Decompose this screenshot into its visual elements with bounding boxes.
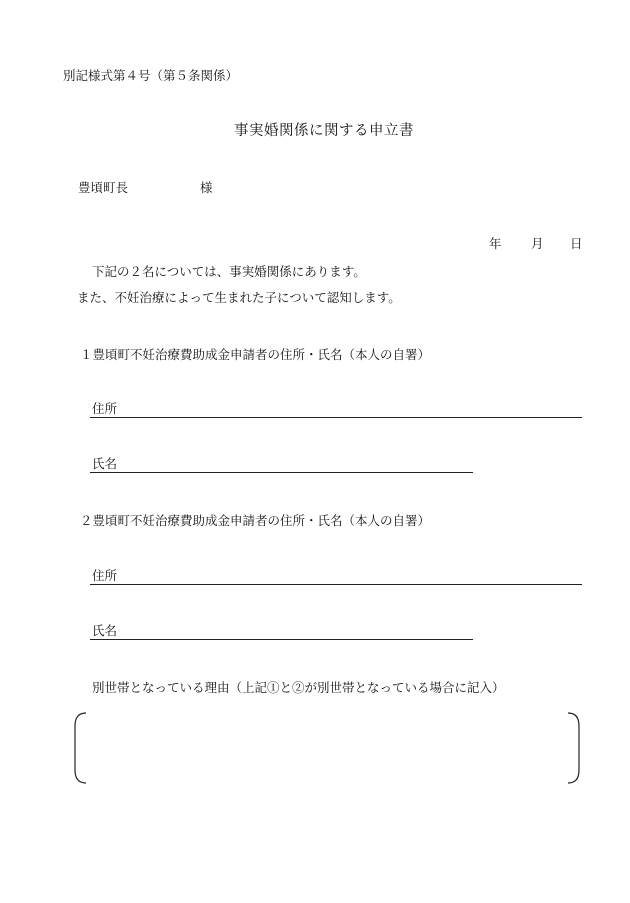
applicant2-address-label: 住所 — [92, 568, 118, 583]
recipient-name: 豊頃町長 — [78, 180, 129, 195]
reason-heading: 別世帯となっている理由（上記①と②が別世帯となっている場合に記入） — [92, 680, 505, 695]
right-bracket — [568, 713, 579, 783]
document-title: 事実婚関係に関する申立書 — [234, 123, 414, 139]
applicant2-name-field[interactable] — [90, 623, 473, 640]
applicant2-address-field[interactable] — [90, 568, 582, 585]
applicant1-name-field[interactable] — [90, 456, 473, 473]
applicant2-name-label: 氏名 — [92, 623, 118, 638]
applicant2-heading: ２豊頃町不妊治療費助成金申請者の住所・氏名（本人の自署） — [80, 513, 431, 528]
reason-brackets — [74, 712, 580, 784]
applicant1-address-label: 住所 — [92, 401, 118, 416]
date-year-label: 年 — [489, 236, 502, 251]
reason-entry-box[interactable] — [74, 712, 580, 784]
applicant1-heading: １豊頃町不妊治療費助成金申請者の住所・氏名（本人の自署） — [80, 347, 431, 362]
applicant1-address-field[interactable] — [90, 401, 582, 418]
left-bracket — [75, 713, 86, 783]
recipient-honorific: 様 — [200, 180, 213, 195]
form-number: 別記様式第４号（第５条関係） — [63, 68, 239, 83]
date-month-label: 月 — [531, 236, 544, 251]
date-day-label: 日 — [570, 236, 583, 251]
statement-line-1: 下記の２名については、事実婚関係にあります。 — [92, 264, 366, 279]
applicant1-name-label: 氏名 — [92, 456, 118, 471]
statement-line-2: また、不妊治療によって生まれた子について認知します。 — [77, 290, 401, 305]
